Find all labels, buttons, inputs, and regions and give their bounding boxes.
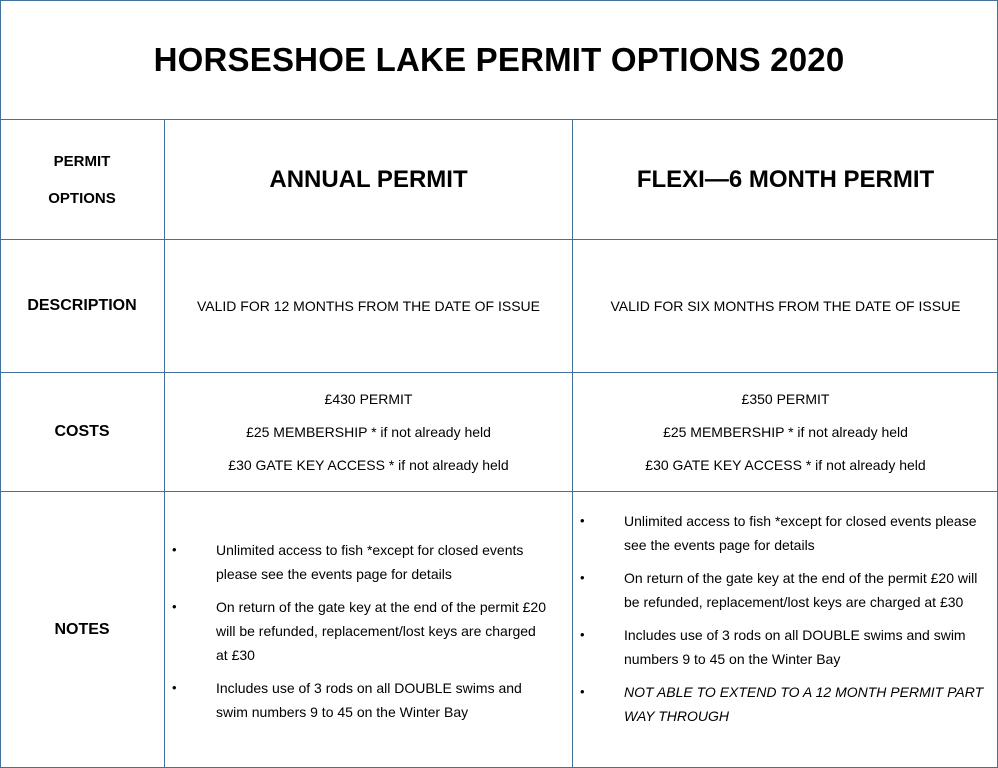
annual-notes-list (166, 538, 551, 733)
bullet-icon: • (580, 684, 585, 699)
flexi-permit-cost: £350 PERMIT (741, 390, 830, 407)
flexi-gate-key-cost: £30 GATE KEY ACCESS * if not already held (645, 456, 926, 473)
annual-costs (165, 373, 572, 491)
costs-label: COSTS (54, 423, 110, 440)
annual-permit-heading: ANNUAL PERMIT (269, 165, 468, 193)
bullet-icon: • (580, 627, 585, 642)
annual-membership-cost: £25 MEMBERSHIP * if not already held (246, 423, 491, 440)
annual-permit-cost: £430 PERMIT (324, 390, 413, 407)
bullet-icon: • (580, 513, 585, 528)
bullet-icon: • (172, 599, 177, 614)
permit-options-label-line1: PERMIT (53, 152, 111, 170)
flexi-permit-heading: FLEXI—6 MONTH PERMIT (636, 165, 935, 193)
bullet-icon: • (580, 570, 585, 585)
permit-options-label-line2: OPTIONS (48, 189, 116, 207)
flexi-costs (573, 373, 998, 491)
list-item: • NOT ABLE TO EXTEND TO A 12 MONTH PERMIT PART WAY THROUGH (574, 680, 986, 728)
bullet-icon: • (172, 680, 177, 695)
annual-description: VALID FOR 12 MONTHS FROM THE DATE OF ISSUE (196, 298, 541, 314)
page-title: HORSESHOE LAKE PERMIT OPTIONS 2020 (153, 41, 845, 78)
list-item: • Includes use of 3 rods on all DOUBLE swims and swim numbers 9 to 45 on the Winter Bay (166, 676, 551, 724)
list-item: • Unlimited access to fish *except for closed events please see the events page for details (166, 538, 551, 586)
list-item: • On return of the gate key at the end of the permit £20 will be refunded, replacement/lost keys are charged at £30 (574, 566, 986, 614)
flexi-membership-cost: £25 MEMBERSHIP * if not already held (663, 423, 908, 440)
bullet-icon: • (172, 542, 177, 557)
flexi-description: VALID FOR SIX MONTHS FROM THE DATE OF ISSUE (610, 298, 961, 314)
list-item: • Includes use of 3 rods on all DOUBLE swims and swim numbers 9 to 45 on the Winter Bay (574, 623, 986, 671)
list-item: • Unlimited access to fish *except for closed events please see the events page for details (574, 509, 986, 557)
notes-label: NOTES (54, 621, 110, 638)
annual-gate-key-cost: £30 GATE KEY ACCESS * if not already held (228, 456, 509, 473)
description-label: DESCRIPTION (27, 297, 137, 314)
permit-options-label (0, 120, 164, 239)
list-item: • On return of the gate key at the end of the permit £20 will be refunded, replacement/lost keys are charged at £30 (166, 595, 551, 667)
flexi-notes-list (574, 509, 986, 737)
